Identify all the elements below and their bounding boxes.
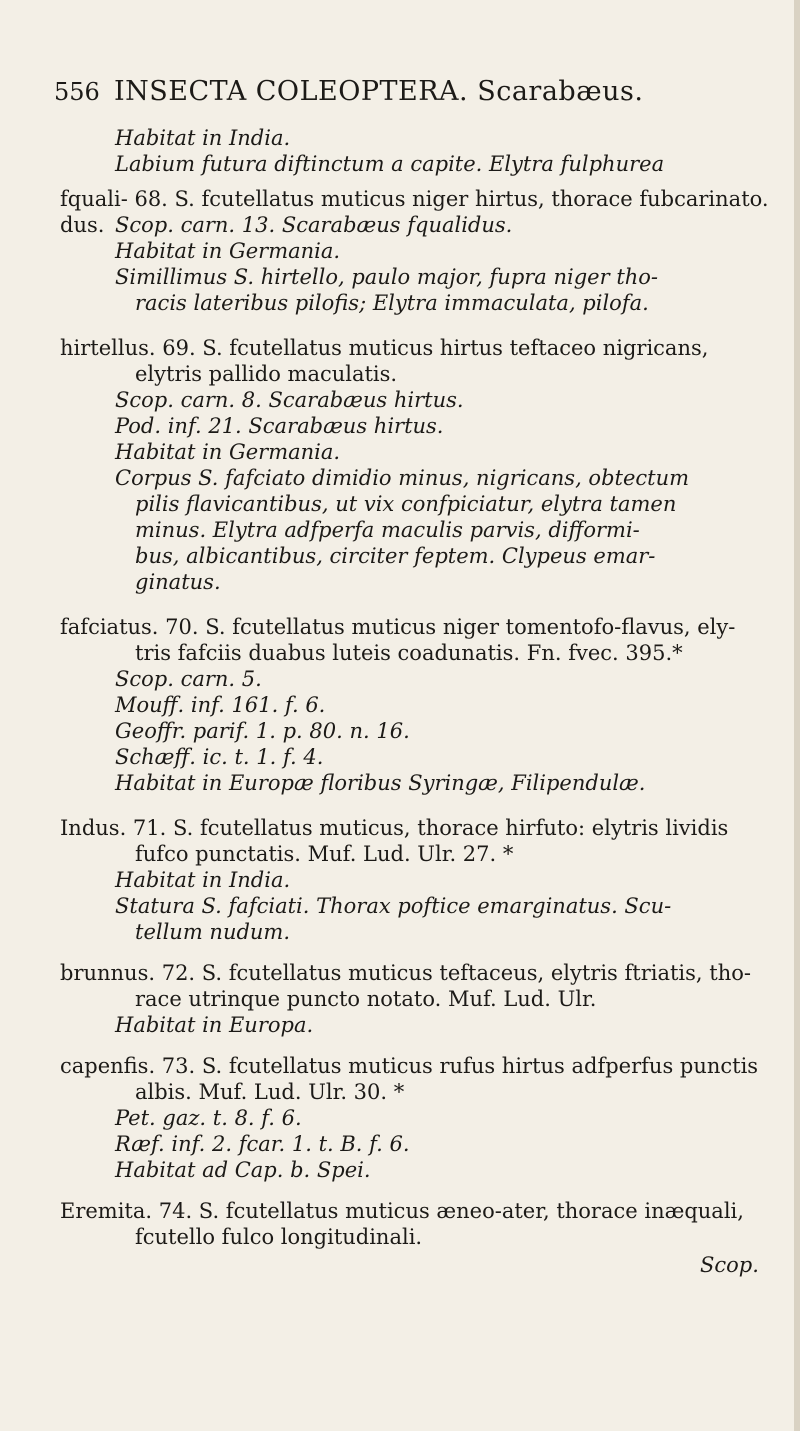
- text-line: Schæff. ic. t. 1. f. 4.: [115, 745, 324, 769]
- text-line: tellum nudum.: [135, 920, 291, 944]
- text-line: tris fafciis duabus luteis coadunatis. Fn. fvec. 395.*: [135, 641, 683, 665]
- text-line: capenfis. 73. S. fcutellatus muticus rufus hirtus adfperfus punctis: [60, 1054, 759, 1078]
- catchword: Scop.: [700, 1253, 759, 1277]
- page-edge: [794, 0, 800, 1431]
- text-line: Statura S. fafciati. Thorax poftice emarginatus. Scu-: [115, 894, 672, 918]
- text-line: minus. Elytra adfperfa maculis parvis, difformi-: [135, 518, 640, 542]
- text-line: dus.: [60, 213, 105, 237]
- text-line: ginatus.: [135, 570, 221, 594]
- text-line: Habitat in Germania.: [115, 440, 341, 464]
- text-line: Indus. 71. S. fcutellatus muticus, thorace hirfuto: elytris lividis: [60, 816, 729, 840]
- text-line: Pod. inf. 21. Scarabæus hirtus.: [115, 414, 444, 438]
- text-line: Ræf. inf. 2. fcar. 1. t. B. f. 6.: [115, 1132, 410, 1156]
- text-line: hirtellus. 69. S. fcutellatus muticus hirtus teftaceo nigricans,: [60, 336, 709, 360]
- text-line: Scop. carn. 13. Scarabæus fqualidus.: [115, 213, 513, 237]
- text-line: brunnus. 72. S. fcutellatus muticus teftaceus, elytris ftriatis, tho-: [60, 961, 751, 985]
- text-line: Mouff. inf. 161. f. 6.: [115, 693, 326, 717]
- text-line: Corpus S. fafciato dimidio minus, nigricans, obtectum: [115, 466, 690, 490]
- text-line: albis. Muf. Lud. Ulr. 30. *: [135, 1080, 405, 1104]
- running-header: [54, 72, 760, 112]
- text-line: bus, albicantibus, circiter feptem. Clypeus emar-: [135, 544, 656, 568]
- text-line: fquali- 68. S. fcutellatus muticus niger hirtus, thorace fubcarinato.: [60, 187, 769, 211]
- text-line: Geoffr. parif. 1. p. 80. n. 16.: [115, 719, 410, 743]
- text-line: elytris pallido maculatis.: [135, 362, 398, 386]
- text-line: race utrinque puncto notato. Muf. Lud. Ulr.: [135, 987, 597, 1011]
- text-line: pilis flavicantibus, ut vix confpiciatur, elytra tamen: [135, 492, 677, 516]
- text-line: Habitat in Europæ floribus Syringæ, Filipendulæ.: [115, 771, 646, 795]
- text-line: Habitat in Europa.: [115, 1013, 314, 1037]
- text-line: fafciatus. 70. S. fcutellatus muticus niger tomentofo-flavus, ely-: [60, 615, 736, 639]
- text-line: Habitat ad Cap. b. Spei.: [115, 1158, 371, 1182]
- text-line: Scop. carn. 8. Scarabæus hirtus.: [115, 388, 464, 412]
- text-line: Habitat in Germania.: [115, 239, 341, 263]
- text-line: fcutello fulco longitudinali.: [135, 1225, 423, 1249]
- text-line: racis lateribus pilofis; Elytra immaculata, pilofa.: [135, 291, 649, 315]
- text-line: Simillimus S. hirtello, paulo major, fupra niger tho-: [115, 265, 659, 289]
- text-line: Habitat in India.: [115, 868, 291, 892]
- text-line: Pet. gaz. t. 8. f. 6.: [115, 1106, 302, 1130]
- text-line: fufco punctatis. Muf. Lud. Ulr. 27. *: [135, 842, 514, 866]
- text-line: Scop. carn. 5.: [115, 667, 262, 691]
- page-number: 556: [54, 78, 100, 106]
- text-line: Eremita. 74. S. fcutellatus muticus æneo-ater, thorace inæquali,: [60, 1199, 744, 1223]
- running-title: INSECTA COLEOPTERA. Scarabæus.: [114, 76, 644, 107]
- text-line: Habitat in India.: [115, 126, 291, 150]
- text-line: Labium futura diftinctum a capite. Elytra fulphurea: [115, 152, 665, 176]
